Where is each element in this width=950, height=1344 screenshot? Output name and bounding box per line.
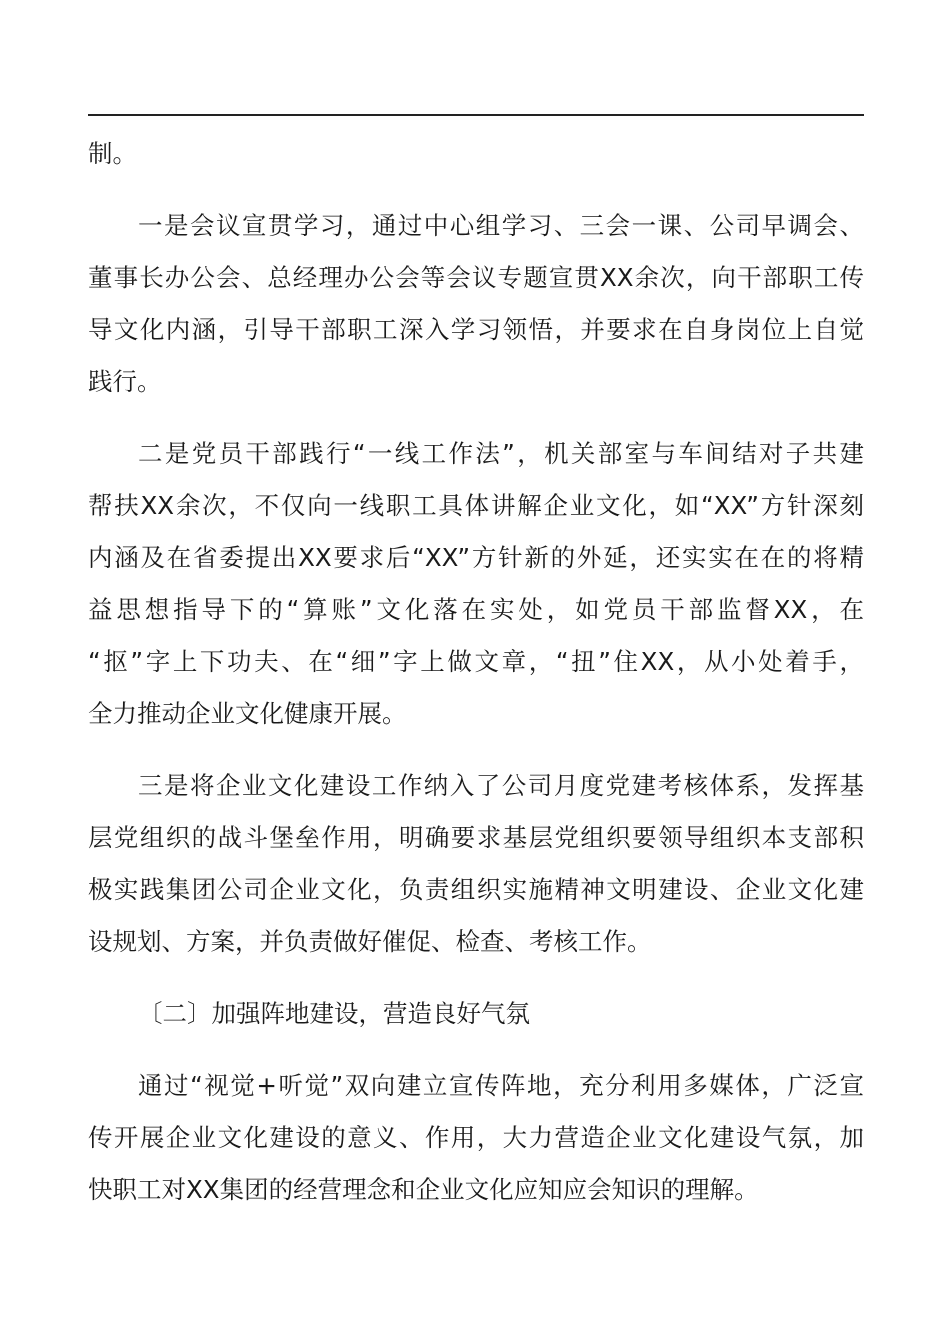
continuation-line: 制。 <box>88 139 137 168</box>
paragraph-line: “抠”字上下功夫、在“细”字上做文章，“扭”住XX，从小处着手， <box>88 647 864 676</box>
header-rule <box>88 114 864 116</box>
paragraph-line: 传开展企业文化建设的意义、作用，大力营造企业文化建设气氛，加 <box>88 1123 864 1152</box>
paragraph-gap <box>88 1040 864 1060</box>
section-heading: 〔二〕加强阵地建设，营造良好气氛 <box>138 999 530 1028</box>
paragraph-meeting-study <box>88 200 864 408</box>
paragraph-frontline-work <box>88 428 864 740</box>
paragraph-line: 董事长办公会、总经理办公会等会议专题宣贯XX余次，向干部职工传 <box>88 263 864 292</box>
paragraph-line: 一是会议宣贯学习，通过中心组学习、三会一课、公司早调会、 <box>138 211 864 240</box>
paragraph-line: 层党组织的战斗堡垒作用，明确要求基层党组织要领导组织本支部积 <box>88 823 864 852</box>
paragraph-line: 导文化内涵，引导干部职工深入学习领悟，并要求在自身岗位上自觉 <box>88 315 864 344</box>
paragraph-line: 设规划、方案，并负责做好催促、检查、考核工作。 <box>88 927 652 956</box>
paragraph-line: 快职工对XX集团的经营理念和企业文化应知应会知识的理解。 <box>88 1175 759 1204</box>
paragraph-gap <box>88 968 864 988</box>
paragraph-gap <box>88 740 864 760</box>
paragraph-publicity <box>88 1060 864 1216</box>
paragraph-gap <box>88 180 864 200</box>
paragraph-line: 极实践集团公司企业文化，负责组织实施精神文明建设、企业文化建 <box>88 875 864 904</box>
paragraph-line: 通过“视觉+听觉”双向建立宣传阵地，充分利用多媒体，广泛宣 <box>138 1071 864 1100</box>
paragraph-line: 帮扶XX余次，不仅向一线职工具体讲解企业文化，如“XX”方针深刻 <box>88 491 864 520</box>
paragraph-gap <box>88 408 864 428</box>
paragraph-line: 益思想指导下的“算账”文化落在实处，如党员干部监督XX，在 <box>88 595 864 624</box>
paragraph-line: 践行。 <box>88 367 162 396</box>
paragraph-line: 内涵及在省委提出XX要求后“XX”方针新的外延，还实实在在的将精 <box>88 543 864 572</box>
paragraph-line: 全力推动企业文化健康开展。 <box>88 699 407 728</box>
paragraph-line: 三是将企业文化建设工作纳入了公司月度党建考核体系，发挥基 <box>138 771 864 800</box>
paragraph-assessment-system <box>88 760 864 968</box>
paragraph-line: 二是党员干部践行“一线工作法”，机关部室与车间结对子共建 <box>138 439 864 468</box>
document-body <box>88 128 864 1216</box>
